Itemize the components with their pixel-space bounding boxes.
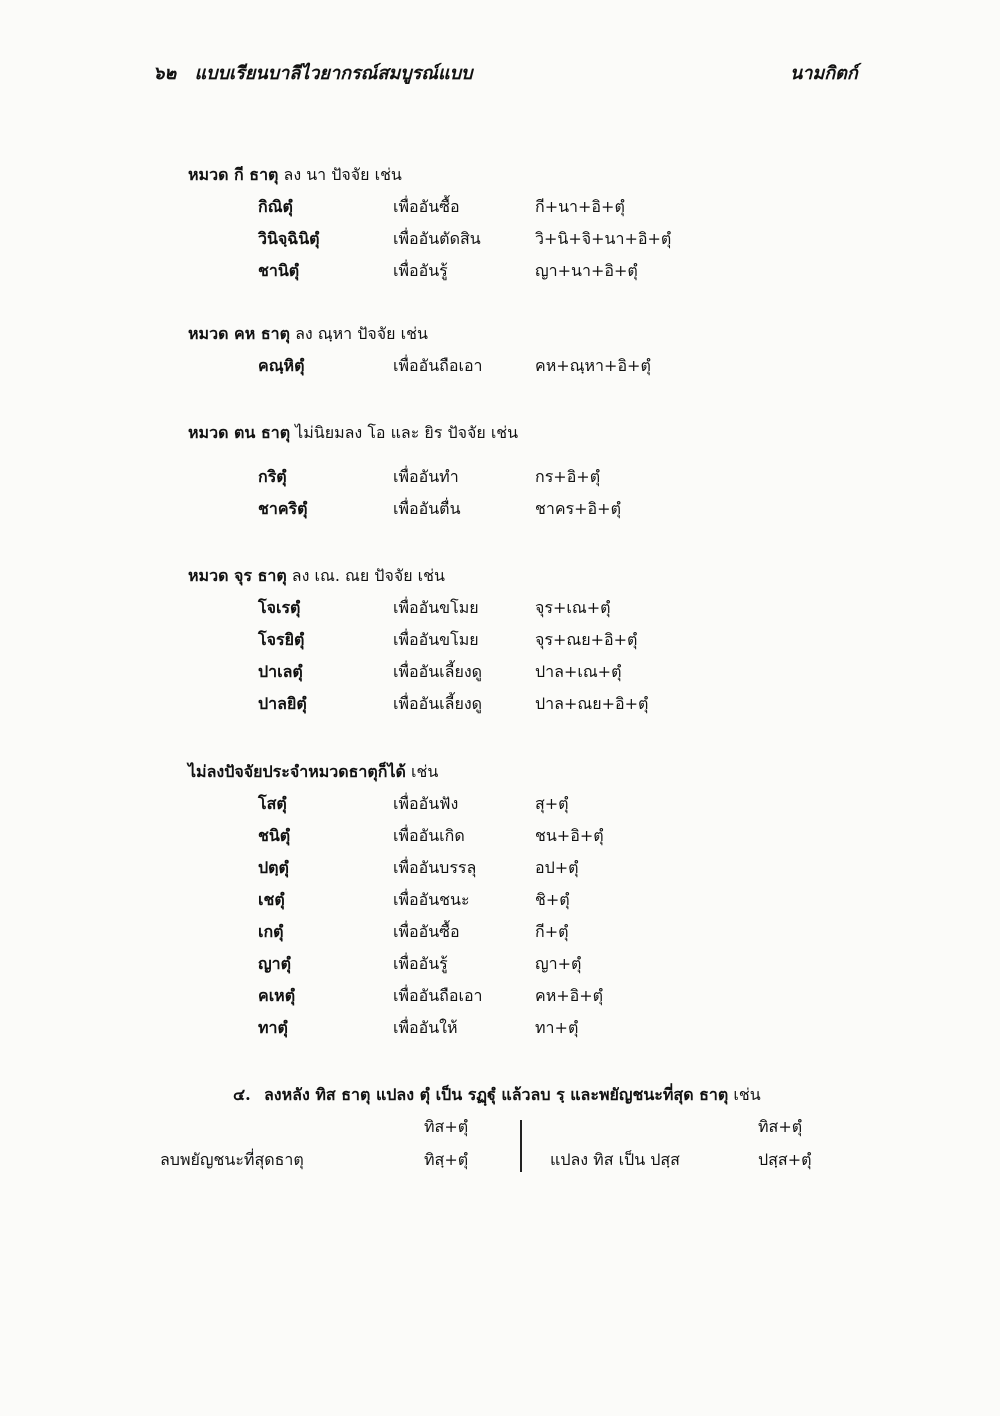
derivation-right-label: แปลง ทิส เป็น ปสฺส [550, 1150, 680, 1169]
book-title: แบบเรียนบาลีไวยากรณ์สมบูรณ์แบบ [194, 63, 473, 84]
meaning: เพื่ออันขโมย [393, 630, 479, 649]
meaning: เพื่ออันทำ [393, 467, 459, 486]
table-row [0, 628, 1000, 658]
word: ชาคริตุํ [258, 499, 308, 518]
derivation: กี+ตุํ [535, 922, 569, 941]
table-row [0, 259, 1000, 289]
section-heading: หมวด ตน ธาตุ ไม่นิยมลง โอ และ ยิร ปัจจัย เช่น [188, 423, 519, 442]
meaning: เพื่ออันชนะ [393, 890, 470, 909]
word: โจรยิตุํ [258, 630, 305, 649]
table-row [0, 856, 1000, 886]
derivation: อป+ตุํ [535, 858, 579, 877]
word: ปตฺตุํ [258, 858, 289, 877]
table-row [0, 195, 1000, 225]
word: คณฺหิตุํ [258, 356, 305, 375]
derivation: กร+อิ+ตุํ [535, 467, 601, 486]
derivation-right: ปสฺส+ตุํ [758, 1150, 812, 1169]
derivation: ญา+นา+อิ+ตุํ [535, 261, 638, 280]
derivation: ญา+ตุํ [535, 954, 582, 973]
meaning: เพื่ออันซื้อ [393, 197, 460, 216]
word: เกตุํ [258, 922, 284, 941]
table-row [0, 1016, 1000, 1046]
meaning: เพื่ออันให้ [393, 1018, 458, 1037]
word: โสตุํ [258, 794, 287, 813]
table-row [0, 792, 1000, 822]
word: คเหตุํ [258, 986, 296, 1005]
table-row [0, 692, 1000, 722]
rule-text: ลงหลัง ทิส ธาตุ แปลง ตุํ เป็น รฏฺฐุํ แล้วลบ รฺ และพยัญชนะที่สุด ธาตุ เช่น [264, 1085, 761, 1104]
table-row [0, 888, 1000, 918]
word: ปาลยิตุํ [258, 694, 307, 713]
derivation-mid: ทิส+ตุํ [424, 1117, 469, 1136]
meaning: เพื่ออันตื่น [393, 499, 461, 518]
meaning: เพื่ออันรู้ [393, 261, 448, 280]
word: ทาตุํ [258, 1018, 288, 1037]
table-row [0, 920, 1000, 950]
word: ชานิตุํ [258, 261, 300, 280]
section-heading: ไม่ลงปัจจัยประจำหมวดธาตุก็ได้ เช่น [188, 762, 439, 781]
word: โจเรตุํ [258, 598, 301, 617]
word: กริตุํ [258, 467, 287, 486]
meaning: เพื่ออันตัดสิน [393, 229, 481, 248]
derivation: ทา+ตุํ [535, 1018, 579, 1037]
derivation: ชาคร+อิ+ตุํ [535, 499, 621, 518]
table-row [0, 227, 1000, 257]
meaning: เพื่ออันบรรลุ [393, 858, 477, 877]
derivation: คห+อิ+ตุํ [535, 986, 604, 1005]
table-row [0, 497, 1000, 527]
derivation-mid: ทิสฺ+ตุํ [424, 1150, 469, 1169]
derivation: คห+ณฺหา+อิ+ตุํ [535, 356, 651, 375]
meaning: เพื่ออันเลี้ยงดู [393, 694, 483, 713]
meaning: เพื่ออันถือเอา [393, 356, 483, 375]
table-row [0, 824, 1000, 854]
word: ชนิตุํ [258, 826, 291, 845]
derivation: ชิ+ตุํ [535, 890, 570, 909]
derivation: ชน+อิ+ตุํ [535, 826, 604, 845]
meaning: เพื่ออันถือเอา [393, 986, 483, 1005]
rule-number: ๔. [233, 1085, 251, 1104]
page-number: ๖๒ [153, 63, 177, 84]
derivation: สุ+ตุํ [535, 794, 569, 813]
meaning: เพื่ออันเกิด [393, 826, 465, 845]
table-row [0, 952, 1000, 982]
page-header-left [153, 58, 484, 87]
word: กิณิตุํ [258, 197, 293, 216]
word: ปาเลตุํ [258, 662, 303, 681]
chapter-title: นามกิตก์ [790, 63, 858, 84]
divider-line [520, 1120, 522, 1172]
meaning: เพื่ออันขโมย [393, 598, 479, 617]
derivation-left-label: ลบพยัญชนะที่สุดธาตุ [160, 1150, 304, 1169]
section-heading: หมวด จุร ธาตุ ลง เณ. ณย ปัจจัย เช่น [188, 566, 445, 585]
word: วินิจฺฉินิตุํ [258, 229, 320, 248]
table-row [0, 660, 1000, 690]
meaning: เพื่ออันรู้ [393, 954, 448, 973]
table-row [0, 354, 1000, 384]
section-heading: หมวด คห ธาตุ ลง ณฺหา ปัจจัย เช่น [188, 324, 428, 343]
derivation: จุร+ณย+อิ+ตุํ [535, 630, 638, 649]
meaning: เพื่ออันเลี้ยงดู [393, 662, 483, 681]
word: เชตุํ [258, 890, 285, 909]
word: ญาตุํ [258, 954, 292, 973]
meaning: เพื่ออันฟัง [393, 794, 459, 813]
derivation: กี+นา+อิ+ตุํ [535, 197, 625, 216]
table-row [0, 465, 1000, 495]
derivation-right: ทิส+ตุํ [758, 1117, 803, 1136]
derivation: วิ+นิ+จิ+นา+อิ+ตุํ [535, 229, 672, 248]
derivation: ปาล+เณ+ตุํ [535, 662, 622, 681]
table-row [0, 596, 1000, 626]
derivation: จุร+เณ+ตุํ [535, 598, 611, 617]
section-heading: หมวด กี ธาตุ ลง นา ปัจจัย เช่น [188, 165, 402, 184]
derivation: ปาล+ณย+อิ+ตุํ [535, 694, 649, 713]
meaning: เพื่ออันซื้อ [393, 922, 460, 941]
table-row [0, 984, 1000, 1014]
